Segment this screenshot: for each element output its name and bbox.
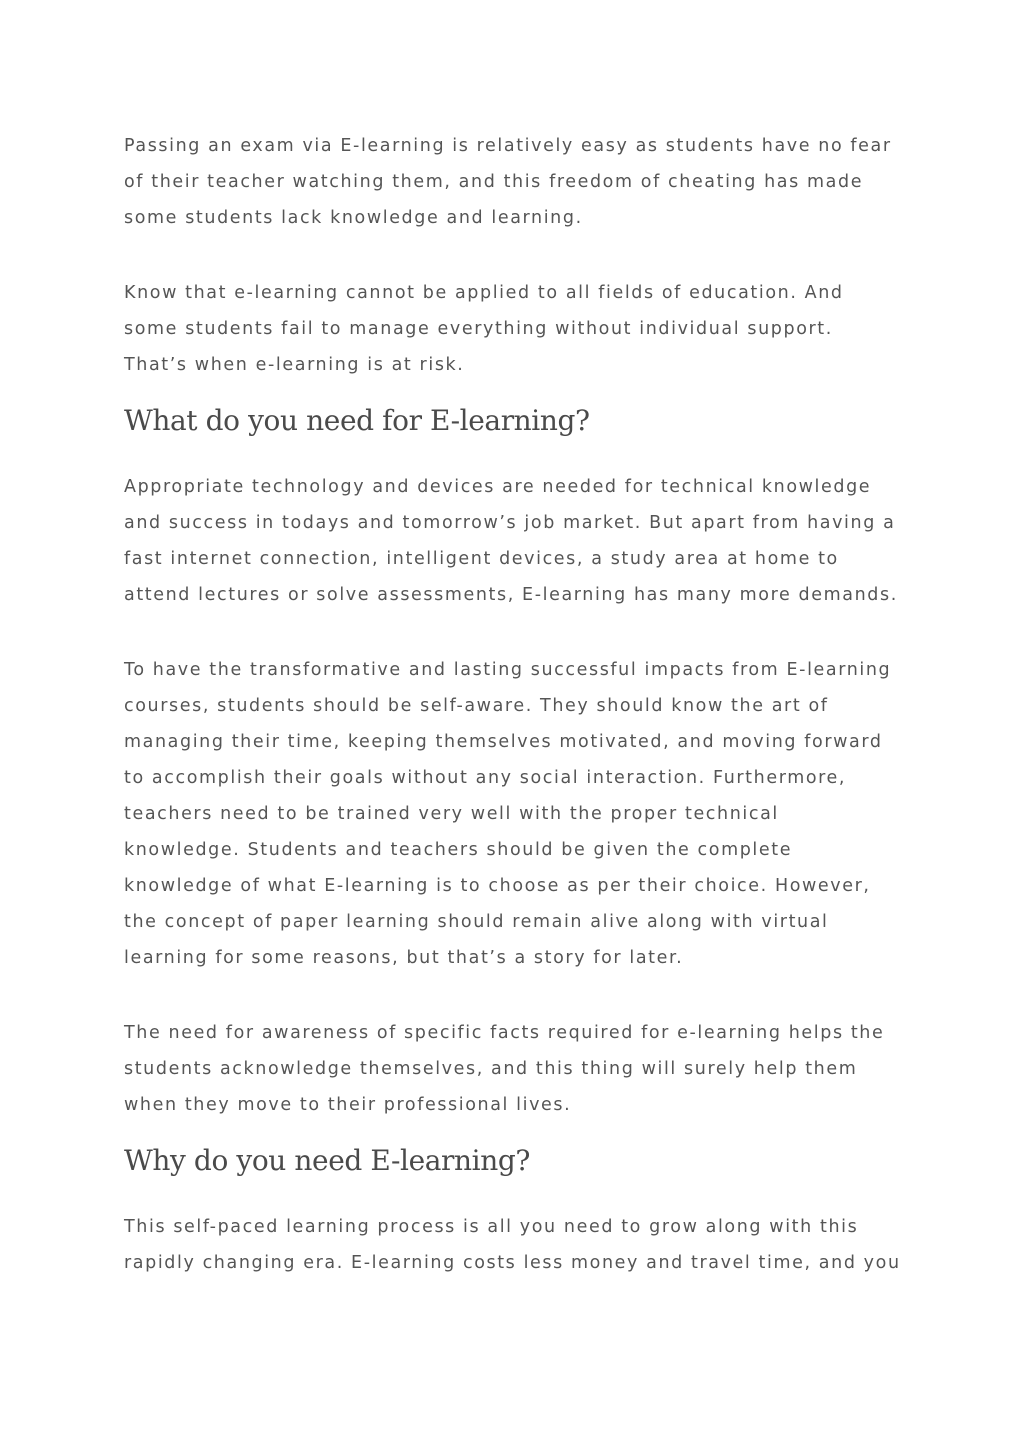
- text-line: some students lack knowledge and learning.: [124, 208, 583, 228]
- text-line: to accomplish their goals without any social interaction. Furthermore,: [124, 768, 847, 788]
- heading-what-do-you-need: What do you need for E-learning?: [124, 404, 590, 437]
- text-line: rapidly changing era. E-learning costs less money and travel time, and you: [124, 1253, 901, 1273]
- text-line: some students fail to manage everything without individual support.: [124, 319, 833, 339]
- paragraph-technology-needed: [124, 469, 904, 613]
- text-line: knowledge. Students and teachers should be given the complete: [124, 840, 793, 860]
- text-line: knowledge of what E-learning is to choose as per their choice. However,: [124, 876, 871, 896]
- text-line: students acknowledge themselves, and this thing will surely help them: [124, 1059, 858, 1079]
- text-line: of their teacher watching them, and this freedom of cheating has made: [124, 172, 864, 192]
- text-line: learning for some reasons, but that’s a story for later.: [124, 948, 684, 968]
- text-line: the concept of paper learning should remain alive along with virtual: [124, 912, 829, 932]
- text-line: Appropriate technology and devices are needed for technical knowledge: [124, 477, 872, 497]
- paragraph-awareness: [124, 1015, 904, 1123]
- paragraph-transformative-impacts: [124, 652, 904, 976]
- document-page: [124, 128, 904, 1281]
- text-line: To have the transformative and lasting successful impacts from E-learning: [124, 660, 892, 680]
- text-line: That’s when e-learning is at risk.: [124, 355, 465, 375]
- text-line: courses, students should be self-aware. They should know the art of: [124, 696, 829, 716]
- text-line: This self-paced learning process is all you need to grow along with this: [124, 1217, 859, 1237]
- text-line: managing their time, keeping themselves motivated, and moving forward: [124, 732, 883, 752]
- text-line: Passing an exam via E-learning is relatively easy as students have no fear: [124, 136, 892, 156]
- text-line: fast internet connection, intelligent devices, a study area at home to: [124, 549, 839, 569]
- text-line: attend lectures or solve assessments, E-learning has many more demands.: [124, 585, 898, 605]
- text-line: and success in todays and tomorrow’s job market. But apart from having a: [124, 513, 896, 533]
- paragraph-exam-cheating: [124, 128, 904, 236]
- text-line: when they move to their professional lives.: [124, 1095, 572, 1115]
- text-line: Know that e-learning cannot be applied to all fields of education. And: [124, 283, 844, 303]
- heading-why-do-you-need: Why do you need E-learning?: [124, 1144, 531, 1177]
- text-line: The need for awareness of specific facts required for e-learning helps the: [124, 1023, 885, 1043]
- paragraph-self-paced: [124, 1209, 904, 1281]
- paragraph-elearning-risk: [124, 275, 904, 383]
- text-line: teachers need to be trained very well with the proper technical: [124, 804, 779, 824]
